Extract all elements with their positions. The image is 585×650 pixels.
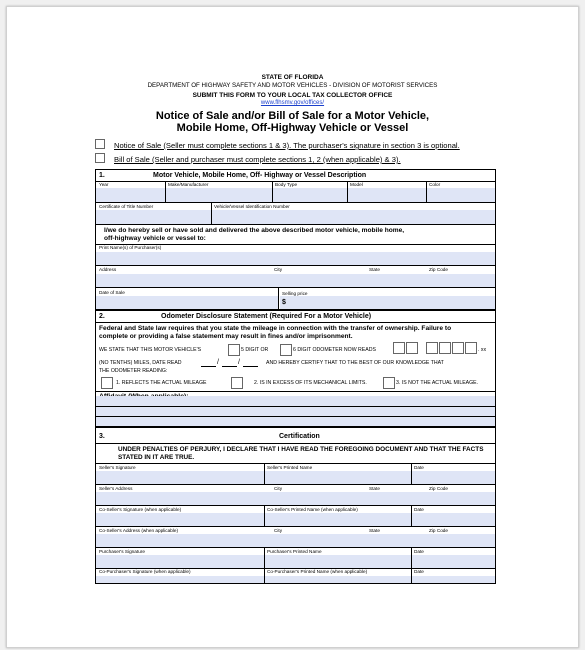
make-label: Make/Manufacturer: [168, 182, 209, 187]
purchaser-printed-name-label: Purchaser's Printed Name: [267, 549, 322, 554]
actual-mileage-checkbox[interactable]: [101, 377, 113, 389]
date-read-year[interactable]: [243, 359, 258, 367]
odometer-digit-1[interactable]: [393, 342, 405, 354]
submit-instruction: SUBMIT THIS FORM TO YOUR LOCAL TAX COLLECTOR OFFICE: [192, 92, 393, 99]
section1-title: Motor Vehicle, Mobile Home, Off- Highway or Vessel Description: [153, 172, 367, 179]
not-actual-mileage-label: 3. IS NOT THE ACTUAL MILEAGE.: [396, 380, 479, 386]
body-type-label: Body Type: [275, 182, 298, 187]
date-read-month[interactable]: [201, 359, 216, 367]
bill-of-sale-label: Bill of Sale (Seller and purchaser must complete sections 1, 2 (when applicable) & 3).: [114, 155, 401, 164]
vin-label: Vehicle/Vessel Identification Number: [214, 204, 290, 209]
seller-city-label: City: [274, 486, 283, 491]
odometer-law-line1: Federal and State law requires that you state the mileage in connection with the transfer of ownership. Failure to: [99, 325, 452, 332]
sale-statement-line2: off-highway vehicle or vessel to:: [104, 235, 206, 242]
sale-form: 1. Motor Vehicle, Mobile Home, Off- Highway or Vessel Description Year Make/Manufacturer Body Type Model Color Certificate of Title Number Vehicle/Vessel Identification Number I/we do hereby sell or have sold and delivered the above described motor vehicle, mobile home, off-highway vehicle or vessel to: Print Name(s) of Purchaser(s) Address City State Zip Code Date of Sale Selling price $ 2. Odometer Disclosure Statement (Required For a Motor Vehicle) Federal and State law requires that you state the mileage in connection with the transfer of ownership. Failure to complete or providing a false statement may result in fines and/or imprisonment. WE STATE THAT THIS MOTOR VEHICLE'S 5 DIGIT OR 6 DIGIT ODOMETER NOW READS . xx (NO TENTHS) MILES, DATE READ / / AND HEREBY CERTIFY THAT TO THE BEST OF OUR KNOWLEDGE THAT THE ODOMETER READING: 1. REFLECTS THE ACTUAL MILEAGE 2. IS IN EXCESS OF ITS MECHANICAL LIMITS. 3. IS NOT THE ACTUAL MILEAGE. 3. Certification UNDER PENALTIES OF PERJURY, I DECLARE THAT I HAVE READ THE FOREGOING DOCUMENT AND THAT THE FACTS STATED IN IT ARE TRUE. Seller's Signature Seller's Printed Name Date Seller's Address City State Zip Code Co-Seller's Signature (when applicable) Co-Seller's Printed Name (when applicable) Date Co-Seller's Address (when applicable) City State Zip Code Purchaser's Signature Purchaser's Printed Name Date Co-Purchaser's Signature (when applicable) Co-Purchaser's Printed Name (when applicable) Date: [95, 169, 496, 584]
seller-printed-name-label: Seller's Printed Name: [267, 465, 313, 470]
odometer-digit-3[interactable]: [426, 342, 438, 354]
affidavit-field[interactable]: [96, 396, 495, 426]
copurchaser-signature-field[interactable]: [96, 576, 495, 583]
model-label: Model: [350, 182, 363, 187]
actual-mileage-label: 1. REFLECTS THE ACTUAL MILEAGE: [116, 380, 207, 386]
address-label: Address: [99, 267, 117, 272]
odometer-digit-6[interactable]: [465, 342, 477, 354]
six-digit-label: 6 DIGIT ODOMETER NOW READS: [293, 347, 376, 353]
perjury-line2: STATED IN IT ARE TRUE.: [118, 454, 195, 461]
copurchaser-date-label: Date: [414, 569, 424, 574]
coseller-signature-field[interactable]: [96, 513, 495, 526]
sale-statement-line1: I/we do hereby sell or have sold and delivered the above described motor vehicle, mobile home,: [104, 227, 405, 234]
section3-number: 3.: [99, 433, 105, 440]
seller-address-field[interactable]: [96, 492, 495, 505]
coseller-zip-label: Zip Code: [429, 528, 449, 533]
purchaser-date-label: Date: [414, 549, 424, 554]
odometer-reading-text: THE ODOMETER READING:: [99, 368, 168, 374]
zip-label: Zip Code: [429, 267, 449, 272]
purchaser-signature-label: Purchaser's Signature: [99, 549, 145, 554]
date-of-sale-label: Date of Sale: [99, 290, 125, 295]
offices-link[interactable]: www.flhsmv.gov/offices/: [260, 100, 325, 106]
purchaser-name-label: Print Name(s) of Purchaser(s): [99, 245, 162, 250]
perjury-line1: UNDER PENALTIES OF PERJURY, I DECLARE THAT I HAVE READ THE FOREGOING DOCUMENT AND THAT THE FACTS: [118, 446, 484, 453]
seller-zip-label: Zip Code: [429, 486, 449, 491]
section2-number: 2.: [99, 313, 105, 320]
seller-signature-label: Seller's Signature: [99, 465, 136, 470]
certificate-of-title-label: Certificate of Title Number: [99, 204, 154, 209]
five-digit-checkbox[interactable]: [228, 344, 240, 356]
certify-text: AND HEREBY CERTIFY THAT TO THE BEST OF OUR KNOWLEDGE THAT: [266, 360, 444, 366]
section3-title: Certification: [279, 433, 320, 440]
date-of-sale-field[interactable]: [96, 296, 278, 309]
coseller-date-label: Date: [414, 507, 424, 512]
no-tenths-text: (NO TENTHS) MILES, DATE READ: [99, 360, 182, 366]
coseller-address-label: Co-Seller's Address (when applicable): [99, 528, 179, 533]
dollar-sign: $: [282, 299, 286, 306]
odometer-decimal: . xx: [478, 347, 487, 353]
section1-number: 1.: [99, 172, 105, 179]
color-label: Color: [429, 182, 441, 187]
state-label: State: [369, 267, 380, 272]
selling-price-label: Selling price: [282, 291, 308, 296]
city-label: City: [274, 267, 283, 272]
title-vin-field[interactable]: [96, 210, 495, 224]
seller-address-label: Seller's Address: [99, 486, 133, 491]
excess-limits-checkbox[interactable]: [231, 377, 243, 389]
date-read-day[interactable]: [222, 359, 237, 367]
coseller-address-field[interactable]: [96, 534, 495, 547]
coseller-signature-label: Co-Seller's Signature (when applicable): [99, 507, 182, 512]
form-title-line2: Mobile Home, Off-Highway Vehicle or Vessel: [176, 122, 409, 134]
purchaser-address-field[interactable]: [96, 274, 495, 287]
department-heading: DEPARTMENT OF HIGHWAY SAFETY AND MOTOR VEHICLES - DIVISION OF MOTORIST SERVICES: [147, 82, 438, 89]
odometer-digit-2[interactable]: [406, 342, 418, 354]
five-digit-label: 5 DIGIT OR: [241, 347, 269, 353]
excess-limits-label: 2. IS IN EXCESS OF ITS MECHANICAL LIMITS.: [254, 380, 367, 386]
selling-price-field[interactable]: [280, 296, 495, 309]
copurchaser-printed-name-label: Co-Purchaser's Printed Name (when applicable): [267, 569, 368, 574]
odometer-digit-4[interactable]: [439, 342, 451, 354]
coseller-printed-name-label: Co-Seller's Printed Name (when applicable): [267, 507, 358, 512]
notice-of-sale-label: Notice of Sale (Seller must complete sections 1 & 3). The purchaser's signature in section 3 is optional.: [114, 141, 460, 150]
six-digit-checkbox[interactable]: [280, 344, 292, 356]
notice-of-sale-checkbox[interactable]: [95, 139, 105, 149]
purchaser-signature-field[interactable]: [96, 555, 495, 568]
seller-signature-field[interactable]: [96, 471, 495, 484]
vehicle-description-field[interactable]: [96, 188, 495, 202]
not-actual-mileage-checkbox[interactable]: [383, 377, 395, 389]
odometer-digit-5[interactable]: [452, 342, 464, 354]
odometer-statement-text: WE STATE THAT THIS MOTOR VEHICLE'S: [99, 347, 202, 353]
form-title-line1: Notice of Sale and/or Bill of Sale for a Motor Vehicle,: [155, 110, 430, 122]
odometer-law-line2: complete or providing a false statement may result in fines and/or imprisonment.: [99, 333, 353, 340]
coseller-city-label: City: [274, 528, 283, 533]
year-label: Year: [99, 182, 109, 187]
copurchaser-signature-label: Co-Purchaser's Signature (when applicable): [99, 569, 191, 574]
bill-of-sale-checkbox[interactable]: [95, 153, 105, 163]
section2-title: Odometer Disclosure Statement (Required For a Motor Vehicle): [161, 313, 372, 320]
seller-state-label: State: [369, 486, 380, 491]
state-heading: STATE OF FLORIDA: [261, 74, 324, 81]
seller-date-label: Date: [414, 465, 424, 470]
coseller-state-label: State: [369, 528, 380, 533]
purchaser-name-field[interactable]: [96, 252, 495, 265]
